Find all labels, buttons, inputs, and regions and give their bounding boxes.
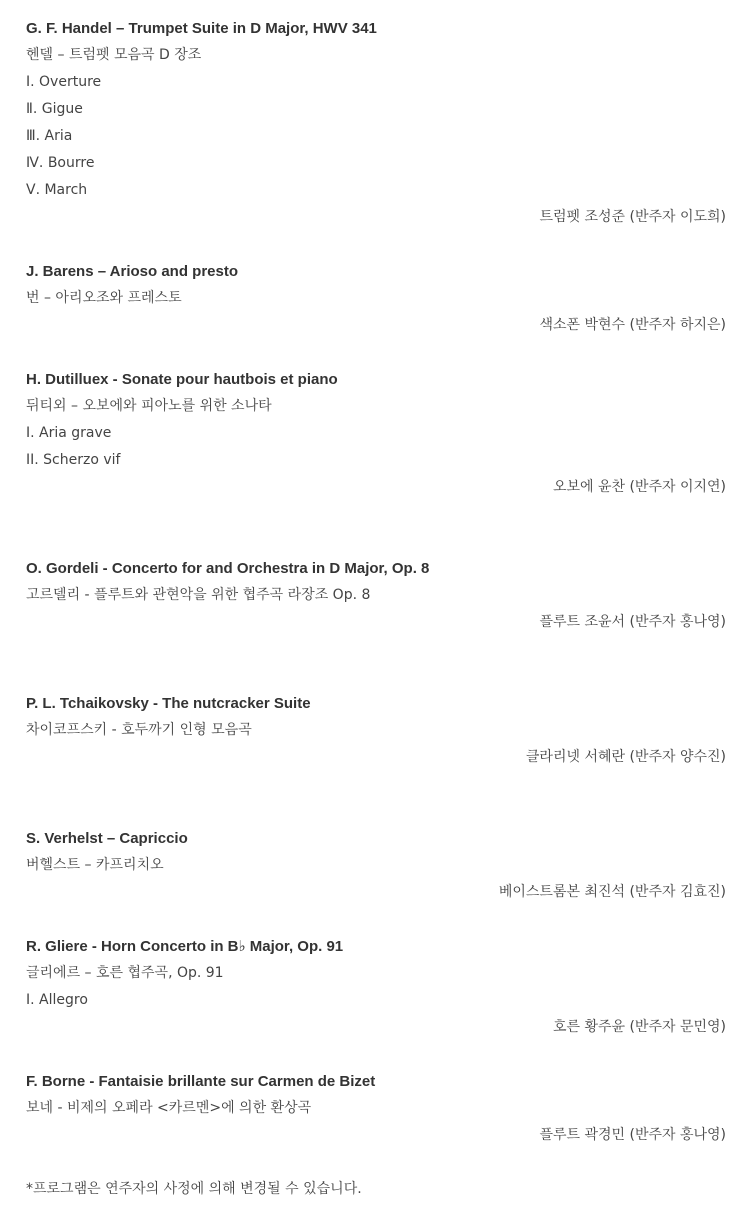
program-piece-gordeli xyxy=(26,555,726,636)
piece-korean-title: 차이코프스키 - 호두까기 인형 모음곡 xyxy=(26,722,252,738)
movement-item: Ⅰ. Overture xyxy=(26,74,102,90)
movement-item: I. Aria grave xyxy=(26,425,112,441)
piece-title: R. Gliere - Horn Concerto in B♭ Major, Op. 91 xyxy=(26,938,344,955)
program-piece-dutilleux xyxy=(26,366,726,501)
performer-credit: 플루트 조윤서 (반주자 홍나영) xyxy=(539,614,726,630)
program-piece-borne xyxy=(26,1068,726,1149)
movement-item: II. Scherzo vif xyxy=(26,452,121,468)
program-piece-gliere xyxy=(26,933,726,1041)
performer-credit: 색소폰 박현수 (반주자 하지은) xyxy=(539,317,726,333)
piece-title: J. Barens – Arioso and presto xyxy=(26,263,239,280)
piece-korean-title: 뒤티외 – 오보에와 피아노를 위한 소나타 xyxy=(26,398,272,414)
piece-title: F. Borne - Fantaisie brillante sur Carmen de Bizet xyxy=(26,1073,376,1090)
performer-credit: 트럼펫 조성준 (반주자 이도희) xyxy=(539,209,726,225)
piece-title: O. Gordeli - Concerto for and Orchestra in D Major, Op. 8 xyxy=(26,560,430,577)
movement-item: Ⅳ. Bourre xyxy=(26,155,95,171)
movement-item: Ⅱ. Gigue xyxy=(26,101,83,117)
piece-korean-title: 보네 - 비제의 오페라 <카르멘>에 의한 환상곡 xyxy=(26,1100,312,1116)
piece-title: S. Verhelst – Capriccio xyxy=(26,830,188,847)
movement-item: Ⅴ. March xyxy=(26,182,88,198)
piece-korean-title: 번 – 아리오조와 프레스토 xyxy=(26,290,182,306)
piece-title: H. Dutilluex - Sonate pour hautbois et piano xyxy=(26,371,338,388)
performer-credit: 베이스트롬본 최진석 (반주자 김효진) xyxy=(498,884,726,900)
program-change-notice: *프로그램은 연주자의 사정에 의해 변경될 수 있습니다. xyxy=(26,1181,362,1197)
performer-credit: 클라리넷 서혜란 (반주자 양수진) xyxy=(525,749,726,765)
piece-korean-title: 헨델 – 트럼펫 모음곡 D 장조 xyxy=(26,47,202,63)
movement-item: I. Allegro xyxy=(26,992,88,1008)
program-piece-barens xyxy=(26,258,726,339)
performer-credit: 플루트 곽경민 (반주자 홍나영) xyxy=(539,1127,726,1143)
piece-korean-title: 고르델리 - 플루트와 관현악을 위한 협주곡 라장조 Op. 8 xyxy=(26,587,371,603)
piece-korean-title: 버헬스트 – 카프리치오 xyxy=(26,857,164,873)
performer-credit: 호른 황주윤 (반주자 문민영) xyxy=(552,1019,726,1035)
piece-title: G. F. Handel – Trumpet Suite in D Major, HWV 341 xyxy=(26,20,377,37)
program-piece-handel xyxy=(26,15,726,231)
performer-credit: 오보에 윤찬 (반주자 이지연) xyxy=(552,479,726,495)
program-piece-verhelst xyxy=(26,825,726,906)
piece-title: P. L. Tchaikovsky - The nutcracker Suite xyxy=(26,695,311,712)
piece-korean-title: 글리에르 – 호른 협주곡, Op. 91 xyxy=(26,965,224,981)
movement-item: Ⅲ. Aria xyxy=(26,128,73,144)
program-piece-tchaikovsky xyxy=(26,690,726,771)
